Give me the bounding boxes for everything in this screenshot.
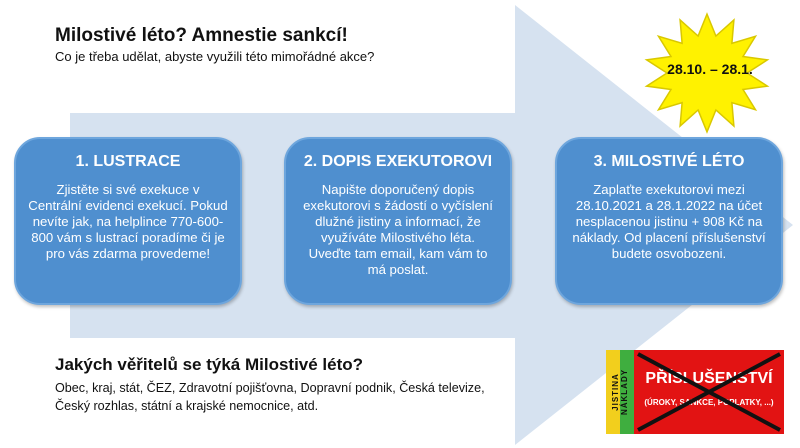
stamp-main-label: PŘÍSLUŠENSTVÍ — [645, 370, 773, 387]
step-text: Zaplaťte exekutorovi mezi 28.10.2021 a 28.1.2022 na účet nesplacenou jistinu + 908 Kč na náklady. Od placení příslušenství budete osvobozeni. — [572, 182, 766, 261]
step-heading: 1. LUSTRACE — [75, 153, 181, 170]
step-text: Zjistěte si své exekuce v Centrální evidenci exekucí. Pokud nevíte jak, na helplince 770-600-800 vám s lustrací poradíme či je pro vás zdarma provedeme! — [28, 182, 228, 261]
accessories-stamp — [606, 350, 784, 434]
stamp-side-label — [611, 369, 629, 415]
step-box-dopis — [284, 137, 512, 305]
stamp-side-label-naklady: NÁKLADY — [620, 368, 629, 416]
step-box-lustrace — [14, 137, 242, 305]
stamp-sub-label: (ÚROKY, SANKCE, POPLATKY, ...) — [644, 398, 774, 407]
stamp-side-label-jistina: JISTINA — [611, 373, 620, 411]
step-heading: 2. DOPIS EXEKUTOROVI — [303, 153, 493, 170]
creditors-text: Obec, kraj, stát, ČEZ, Zdravotní pojišťovna, Dopravní podnik, Česká televize, Český rozhlas, státní a krajské nemocnice, atd. — [55, 381, 485, 413]
creditors-title: Jakých věřitelů se týká Milostivé léto? — [55, 355, 364, 374]
step-text: Napište doporučený dopis exekutorovi s žádostí o vyčíslení dlužné jistiny a informací, že využíváte Milostivého léta. Uveďte tam email, kam vám to má poslat. — [303, 182, 493, 277]
step-box-milostive-leto — [555, 137, 783, 305]
page-subtitle: Co je třeba udělat, abyste využili této mimořádné akce? — [55, 49, 375, 64]
page-title: Milostivé léto? Amnestie sankcí! — [55, 25, 348, 46]
date-range: 28.10. – 28.1. — [667, 61, 753, 77]
step-heading: 3. MILOSTIVÉ LÉTO — [593, 153, 745, 170]
cross-out-icon — [634, 350, 784, 434]
